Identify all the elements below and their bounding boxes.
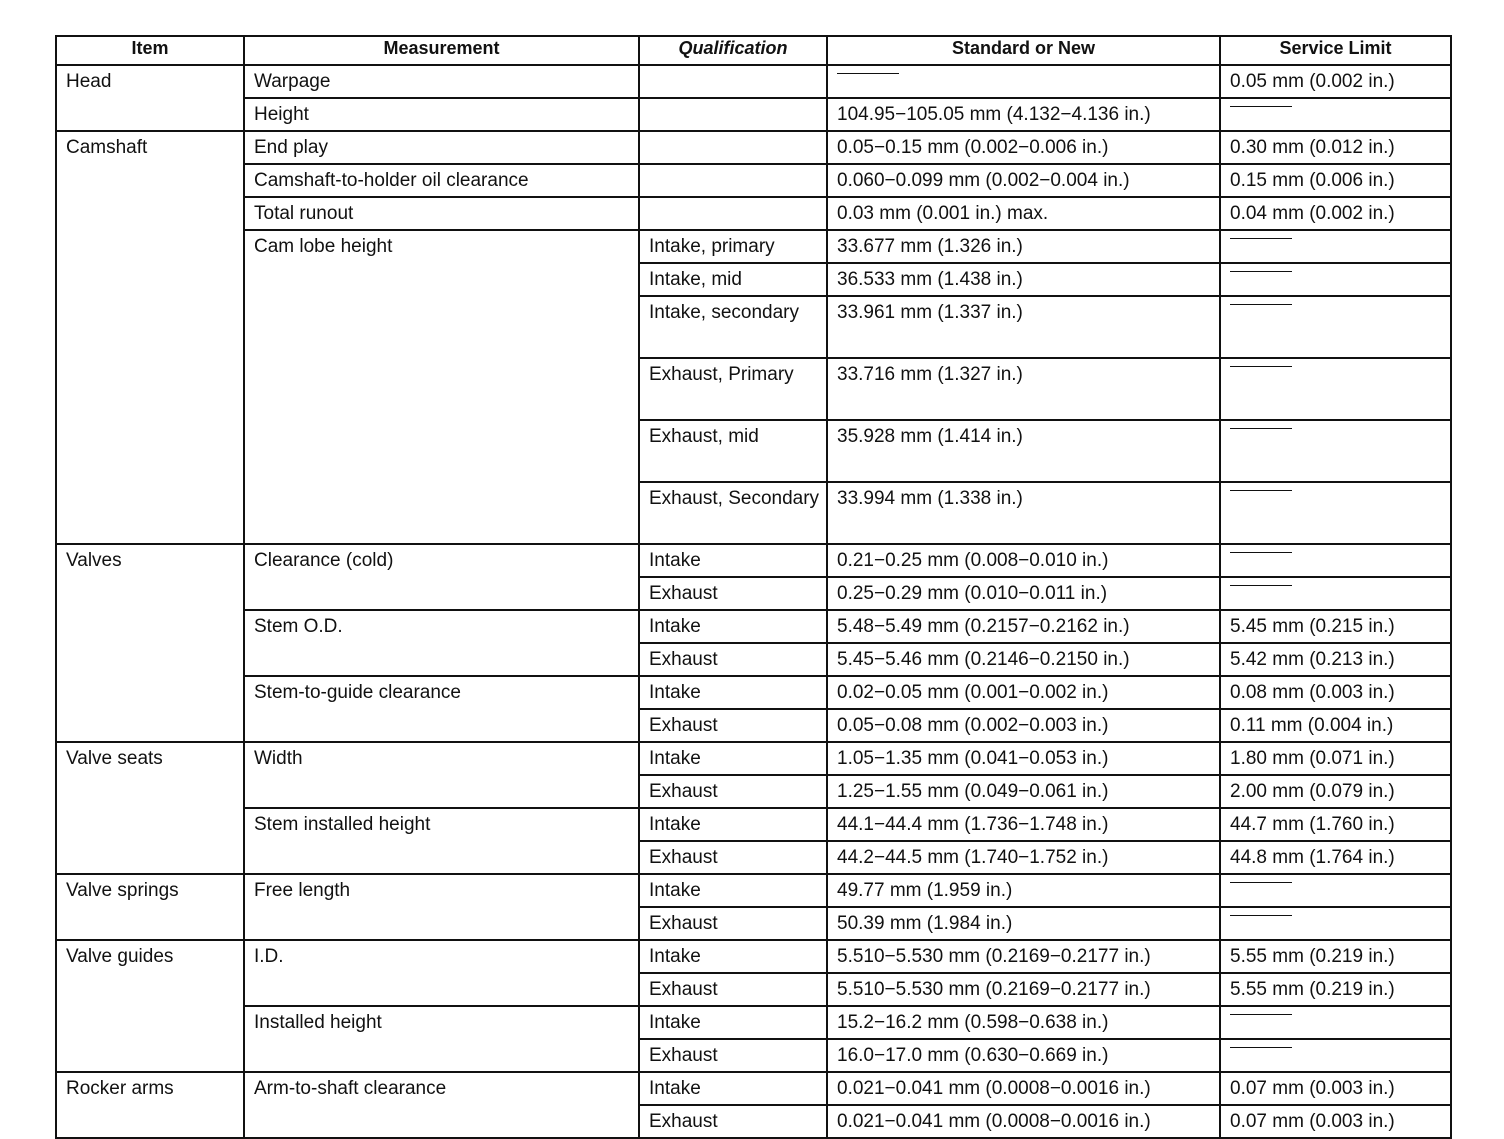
service-limit-cell [1220,420,1451,482]
standard-cell: 35.928 mm (1.414 in.) [827,420,1220,482]
not-applicable-dash [837,73,899,74]
qualification-cell [639,98,827,131]
measurement-cell: Width [244,742,639,808]
standard-cell: 44.2−44.5 mm (1.740−1.752 in.) [827,841,1220,874]
qualification-cell: Exhaust [639,1039,827,1072]
not-applicable-dash [1230,882,1292,883]
not-applicable-dash [1230,915,1292,916]
table-row [56,1006,1451,1039]
item-cell: Camshaft [56,131,244,544]
measurement-cell: Warpage [244,65,639,98]
service-limit-cell: 0.07 mm (0.003 in.) [1220,1105,1451,1138]
measurement-cell: I.D. [244,940,639,1006]
service-limit-cell [1220,544,1451,577]
header-row [56,36,1451,65]
service-limit-cell: 5.55 mm (0.219 in.) [1220,940,1451,973]
qualification-cell: Intake [639,940,827,973]
qualification-cell: Exhaust, Primary [639,358,827,420]
header-standard: Standard or New [827,36,1220,65]
service-limit-cell [1220,482,1451,544]
table-row [56,610,1451,643]
qualification-cell: Intake [639,676,827,709]
item-cell: Rocker arms [56,1072,244,1138]
standard-cell: 5.510−5.530 mm (0.2169−0.2177 in.) [827,940,1220,973]
standard-cell: 5.510−5.530 mm (0.2169−0.2177 in.) [827,973,1220,1006]
table-row [56,808,1451,841]
service-limit-cell [1220,577,1451,610]
qualification-cell: Intake [639,808,827,841]
measurement-cell: Clearance (cold) [244,544,639,610]
standard-cell [827,65,1220,98]
service-limit-cell [1220,296,1451,358]
standard-cell: 104.95−105.05 mm (4.132−4.136 in.) [827,98,1220,131]
not-applicable-dash [1230,238,1292,239]
measurement-cell: Stem-to-guide clearance [244,676,639,742]
item-cell: Head [56,65,244,131]
standard-cell: 0.060−0.099 mm (0.002−0.004 in.) [827,164,1220,197]
table-row [56,874,1451,907]
service-limit-cell [1220,98,1451,131]
not-applicable-dash [1230,271,1292,272]
measurement-cell: Camshaft-to-holder oil clearance [244,164,639,197]
qualification-cell: Exhaust [639,775,827,808]
table-row [56,230,1451,263]
qualification-cell: Exhaust, mid [639,420,827,482]
service-limit-cell: 0.05 mm (0.002 in.) [1220,65,1451,98]
header-measurement: Measurement [244,36,639,65]
qualification-cell [639,164,827,197]
standard-cell: 33.994 mm (1.338 in.) [827,482,1220,544]
measurement-cell: Cam lobe height [244,230,639,544]
not-applicable-dash [1230,585,1292,586]
service-limit-cell [1220,874,1451,907]
qualification-cell [639,65,827,98]
qualification-cell: Exhaust [639,973,827,1006]
standard-cell: 0.05−0.08 mm (0.002−0.003 in.) [827,709,1220,742]
qualification-cell: Intake [639,1006,827,1039]
measurement-cell: Stem installed height [244,808,639,874]
service-limit-cell: 2.00 mm (0.079 in.) [1220,775,1451,808]
standard-cell: 33.961 mm (1.337 in.) [827,296,1220,358]
qualification-cell: Exhaust [639,643,827,676]
qualification-cell [639,131,827,164]
qualification-cell [639,197,827,230]
service-limit-cell: 5.45 mm (0.215 in.) [1220,610,1451,643]
measurement-cell: Total runout [244,197,639,230]
measurement-cell: End play [244,131,639,164]
service-limit-cell [1220,358,1451,420]
standard-cell: 0.03 mm (0.001 in.) max. [827,197,1220,230]
qualification-cell: Intake [639,610,827,643]
qualification-cell: Exhaust [639,709,827,742]
standard-cell: 5.48−5.49 mm (0.2157−0.2162 in.) [827,610,1220,643]
standard-cell: 0.21−0.25 mm (0.008−0.010 in.) [827,544,1220,577]
standard-cell: 33.677 mm (1.326 in.) [827,230,1220,263]
not-applicable-dash [1230,304,1292,305]
table-row [56,544,1451,577]
service-limit-cell [1220,907,1451,940]
spec-table-body [56,65,1451,1138]
standard-cell: 0.05−0.15 mm (0.002−0.006 in.) [827,131,1220,164]
table-row [56,65,1451,98]
standard-cell: 49.77 mm (1.959 in.) [827,874,1220,907]
standard-cell: 0.021−0.041 mm (0.0008−0.0016 in.) [827,1072,1220,1105]
table-row [56,164,1451,197]
not-applicable-dash [1230,1047,1292,1048]
measurement-cell: Arm-to-shaft clearance [244,1072,639,1138]
standard-cell: 0.25−0.29 mm (0.010−0.011 in.) [827,577,1220,610]
qualification-cell: Intake, mid [639,263,827,296]
qualification-cell: Intake [639,1072,827,1105]
table-row [56,676,1451,709]
qualification-cell: Intake, secondary [639,296,827,358]
service-limit-cell [1220,263,1451,296]
service-limit-cell [1220,230,1451,263]
service-limit-cell: 5.55 mm (0.219 in.) [1220,973,1451,1006]
standard-cell: 44.1−44.4 mm (1.736−1.748 in.) [827,808,1220,841]
item-cell: Valve springs [56,874,244,940]
service-limit-cell: 0.04 mm (0.002 in.) [1220,197,1451,230]
not-applicable-dash [1230,1014,1292,1015]
qualification-cell: Intake [639,544,827,577]
item-cell: Valve guides [56,940,244,1072]
measurement-cell: Installed height [244,1006,639,1072]
table-row [56,98,1451,131]
qualification-cell: Intake [639,874,827,907]
header-service-limit: Service Limit [1220,36,1451,65]
service-limit-cell: 0.30 mm (0.012 in.) [1220,131,1451,164]
standard-cell: 50.39 mm (1.984 in.) [827,907,1220,940]
service-limit-cell: 0.07 mm (0.003 in.) [1220,1072,1451,1105]
qualification-cell: Exhaust, Secondary [639,482,827,544]
service-limit-cell: 0.15 mm (0.006 in.) [1220,164,1451,197]
standard-cell: 5.45−5.46 mm (0.2146−0.2150 in.) [827,643,1220,676]
qualification-cell: Exhaust [639,841,827,874]
service-limit-cell: 44.8 mm (1.764 in.) [1220,841,1451,874]
standard-cell: 15.2−16.2 mm (0.598−0.638 in.) [827,1006,1220,1039]
service-limit-cell: 0.11 mm (0.004 in.) [1220,709,1451,742]
service-limit-cell: 1.80 mm (0.071 in.) [1220,742,1451,775]
service-limit-cell: 5.42 mm (0.213 in.) [1220,643,1451,676]
table-row [56,131,1451,164]
not-applicable-dash [1230,106,1292,107]
not-applicable-dash [1230,428,1292,429]
service-limit-cell [1220,1039,1451,1072]
header-item: Item [56,36,244,65]
spec-table [55,35,1452,1139]
item-cell: Valves [56,544,244,742]
measurement-cell: Stem O.D. [244,610,639,676]
standard-cell: 1.05−1.35 mm (0.041−0.053 in.) [827,742,1220,775]
qualification-cell: Exhaust [639,907,827,940]
qualification-cell: Exhaust [639,1105,827,1138]
service-limit-cell: 44.7 mm (1.760 in.) [1220,808,1451,841]
table-row [56,742,1451,775]
service-limit-cell [1220,1006,1451,1039]
not-applicable-dash [1230,552,1292,553]
standard-cell: 0.021−0.041 mm (0.0008−0.0016 in.) [827,1105,1220,1138]
table-row [56,1072,1451,1105]
table-row [56,940,1451,973]
qualification-cell: Intake, primary [639,230,827,263]
not-applicable-dash [1230,366,1292,367]
standard-cell: 1.25−1.55 mm (0.049−0.061 in.) [827,775,1220,808]
measurement-cell: Free length [244,874,639,940]
standard-cell: 16.0−17.0 mm (0.630−0.669 in.) [827,1039,1220,1072]
standard-cell: 0.02−0.05 mm (0.001−0.002 in.) [827,676,1220,709]
standard-cell: 33.716 mm (1.327 in.) [827,358,1220,420]
qualification-cell: Intake [639,742,827,775]
not-applicable-dash [1230,490,1292,491]
standard-cell: 36.533 mm (1.438 in.) [827,263,1220,296]
qualification-cell: Exhaust [639,577,827,610]
table-row [56,197,1451,230]
item-cell: Valve seats [56,742,244,874]
measurement-cell: Height [244,98,639,131]
header-qualification: Qualification [639,36,827,65]
service-limit-cell: 0.08 mm (0.003 in.) [1220,676,1451,709]
